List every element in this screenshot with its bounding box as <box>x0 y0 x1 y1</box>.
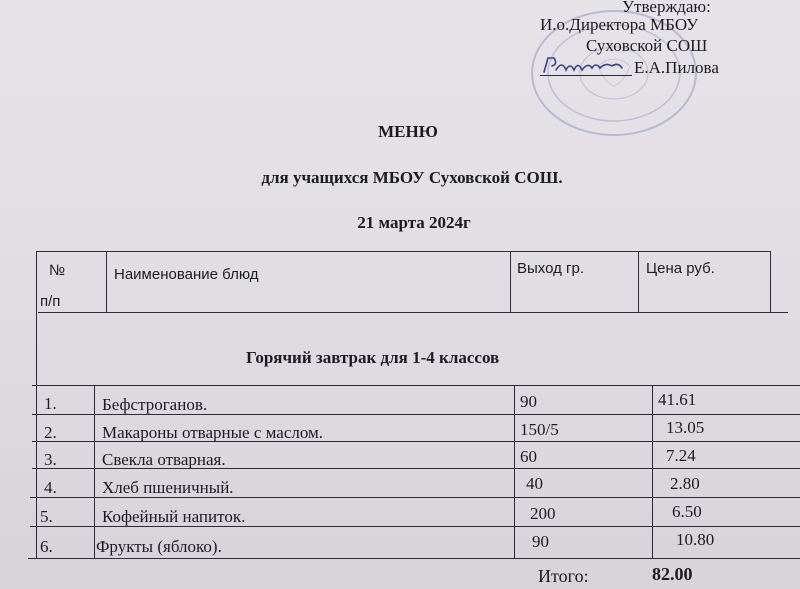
col-divider <box>638 251 639 313</box>
row-price: 10.80 <box>676 530 715 549</box>
header-yield: Выход гр. <box>517 260 585 277</box>
header-num-label: п/п <box>40 293 61 310</box>
row-num: 5. <box>40 507 53 526</box>
total-label: Итого: <box>538 566 589 586</box>
row-yield: 90 <box>520 392 537 411</box>
approval-heading: Утверждаю: <box>622 0 711 16</box>
row-price: 41.61 <box>658 390 697 409</box>
table-border-bottom <box>28 558 800 559</box>
document-title: МЕНЮ <box>378 122 438 141</box>
col-divider <box>514 385 515 558</box>
approval-school: Суховской СОШ <box>586 36 708 55</box>
section-heading: Горячий завтрак для 1-4 классов <box>246 348 500 367</box>
approval-name: Е.А.Пилова <box>634 58 719 77</box>
row-yield: 90 <box>532 532 549 551</box>
table-section-bottom <box>32 385 800 386</box>
row-num: 4. <box>44 478 57 497</box>
row-yield: 40 <box>526 474 543 493</box>
header-name: Наименование блюд <box>114 266 259 283</box>
row-num: 6. <box>40 537 53 556</box>
col-divider <box>770 251 771 313</box>
col-divider <box>652 385 653 558</box>
row-name: Макароны отварные с маслом. <box>102 423 324 442</box>
row-price: 13.05 <box>666 418 705 437</box>
total-value: 82.00 <box>652 564 693 584</box>
row-yield: 60 <box>520 447 537 466</box>
document-date: 21 марта 2024г <box>357 213 471 232</box>
row-name: Бефстроганов. <box>102 395 208 414</box>
approval-position: И.о.Директора МБОУ <box>540 15 699 34</box>
row-num: 3. <box>44 450 57 469</box>
row-yield: 150/5 <box>520 420 559 439</box>
table-header-bottom <box>38 312 788 313</box>
row-name: Свекла отварная. <box>102 450 226 469</box>
row-price: 2.80 <box>670 474 700 493</box>
header-price: Цена руб. <box>646 260 715 277</box>
row-name: Хлеб пшеничный. <box>102 478 234 497</box>
row-price: 7.24 <box>666 446 696 465</box>
row-yield: 200 <box>530 504 556 523</box>
row-num: 2. <box>44 423 57 442</box>
col-divider <box>94 385 95 558</box>
col-divider <box>106 251 107 313</box>
row-price: 6.50 <box>672 502 702 521</box>
row-name: Фрукты (яблоко). <box>96 537 222 556</box>
table-border-left <box>36 251 37 558</box>
document-subtitle: для учащихся МБОУ Суховской СОШ. <box>261 168 563 187</box>
row-num: 1. <box>44 394 57 413</box>
table-border-top <box>36 251 770 252</box>
header-num-symbol: № <box>49 262 66 279</box>
col-divider <box>510 251 511 313</box>
row-name: Кофейный напиток. <box>102 507 246 526</box>
